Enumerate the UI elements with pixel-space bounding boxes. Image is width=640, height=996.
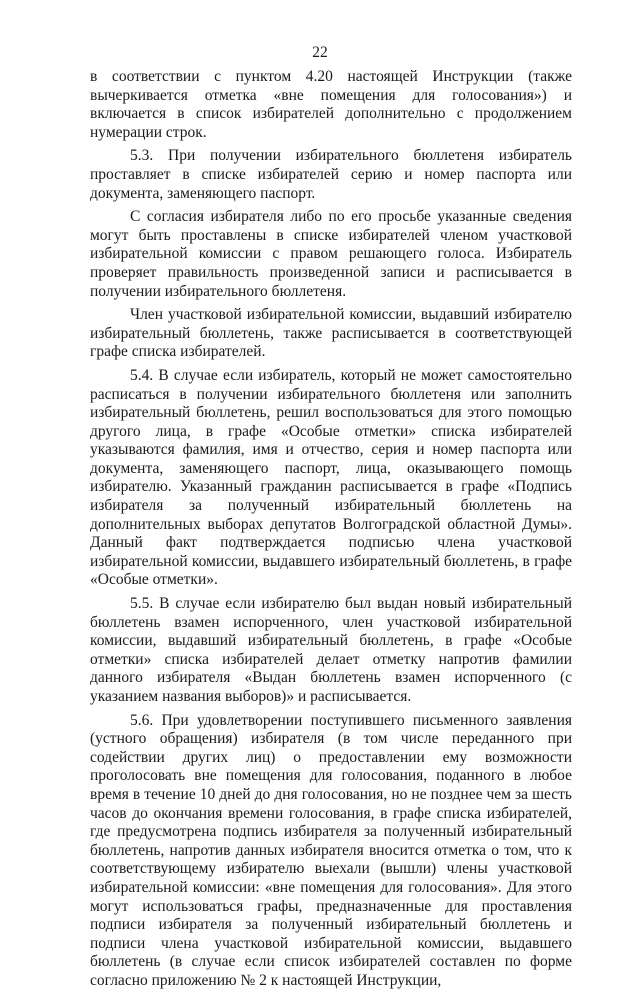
document-body — [90, 68, 572, 996]
paragraph-consent: С согласия избирателя либо по его просьбе указанные сведения могут быть проставлены в списке избирателей членом участковой избирательной комиссии с правом решающего голоса. Избиратель проверяет правильность произведенной записи и расписывается в получении избирательного бюллетеня. — [90, 208, 572, 300]
paragraph-5-3: 5.3. При получении избирательного бюллетеня избиратель проставляет в списке избирателей серию и номер паспорта или документа, заменяющего паспорт. — [90, 147, 572, 202]
paragraph-commission-member: Член участковой избирательной комиссии, выдавший избирателю избирательный бюллетень, также расписывается в соответствующей графе списка избирателей. — [90, 306, 572, 361]
paragraph-5-5: 5.5. В случае если избирателю был выдан новый избирательный бюллетень взамен испорченного, член участковой избирательной комиссии, выдавший избирательный бюллетень, в графе «Особые отметки» списка избирателей делает отметку напротив фамилии данного избирателя «Выдан бюллетень взамен испорченного (с указанием названия выборов)» и расписывается. — [90, 595, 572, 705]
page-number: 22 — [312, 44, 328, 61]
paragraph-5-4: 5.4. В случае если избиратель, который не может самостоятельно расписаться в получении избирательного бюллетеня или заполнить избирательный бюллетень, решил воспользоваться для этого помощью другого лица, в графе «Особые отметки» списка избирателей указываются фамилия, имя и отчество, серия и номер паспорта или документа, заменяющего паспорт, лица, оказывающего помощь избирателю. Указанный гражданин расписывается в графе «Подпись избирателя за полученный избирательный бюллетень на дополнительных выборах депутатов Волгоградской областной Думы». Данный факт подтверждается подписью члена участковой избирательной комиссии, выдавшего избирательный бюллетень, в графе «Особые отметки». — [90, 366, 572, 589]
paragraph-5-6: 5.6. При удовлетворении поступившего письменного заявления (устного обращения) избирателя (в том числе переданного при содействии других лиц) о предоставлении ему возможности проголосовать вне помещения для голосования, поданного в любое время в течение 10 дней до дня голосования, но не позднее чем за шесть часов до окончания времени голосования, в графе списка избирателей, где предусмотрена подпись избирателя за полученный избирательный бюллетень, напротив данных избирателя вносится отметка о том, что к соответствующему избирателю выехали (вышли) члены участковой избирательной комиссии: «вне помещения для голосования». Для этого могут использоваться графы, предназначенные для проставления подписи избирателя за полученный избирательный бюллетень и подписи члена участковой избирательной комиссии, выдавшего бюллетень (в случае если список избирателей составлен по форме согласно приложению № 2 к настоящей Инструкции, — [90, 711, 572, 989]
paragraph-continuation: в соответствии с пунктом 4.20 настоящей Инструкции (также вычеркивается отметка «вне помещения для голосования») и включается в список избирателей дополнительно с продолжением нумерации строк. — [90, 68, 572, 141]
